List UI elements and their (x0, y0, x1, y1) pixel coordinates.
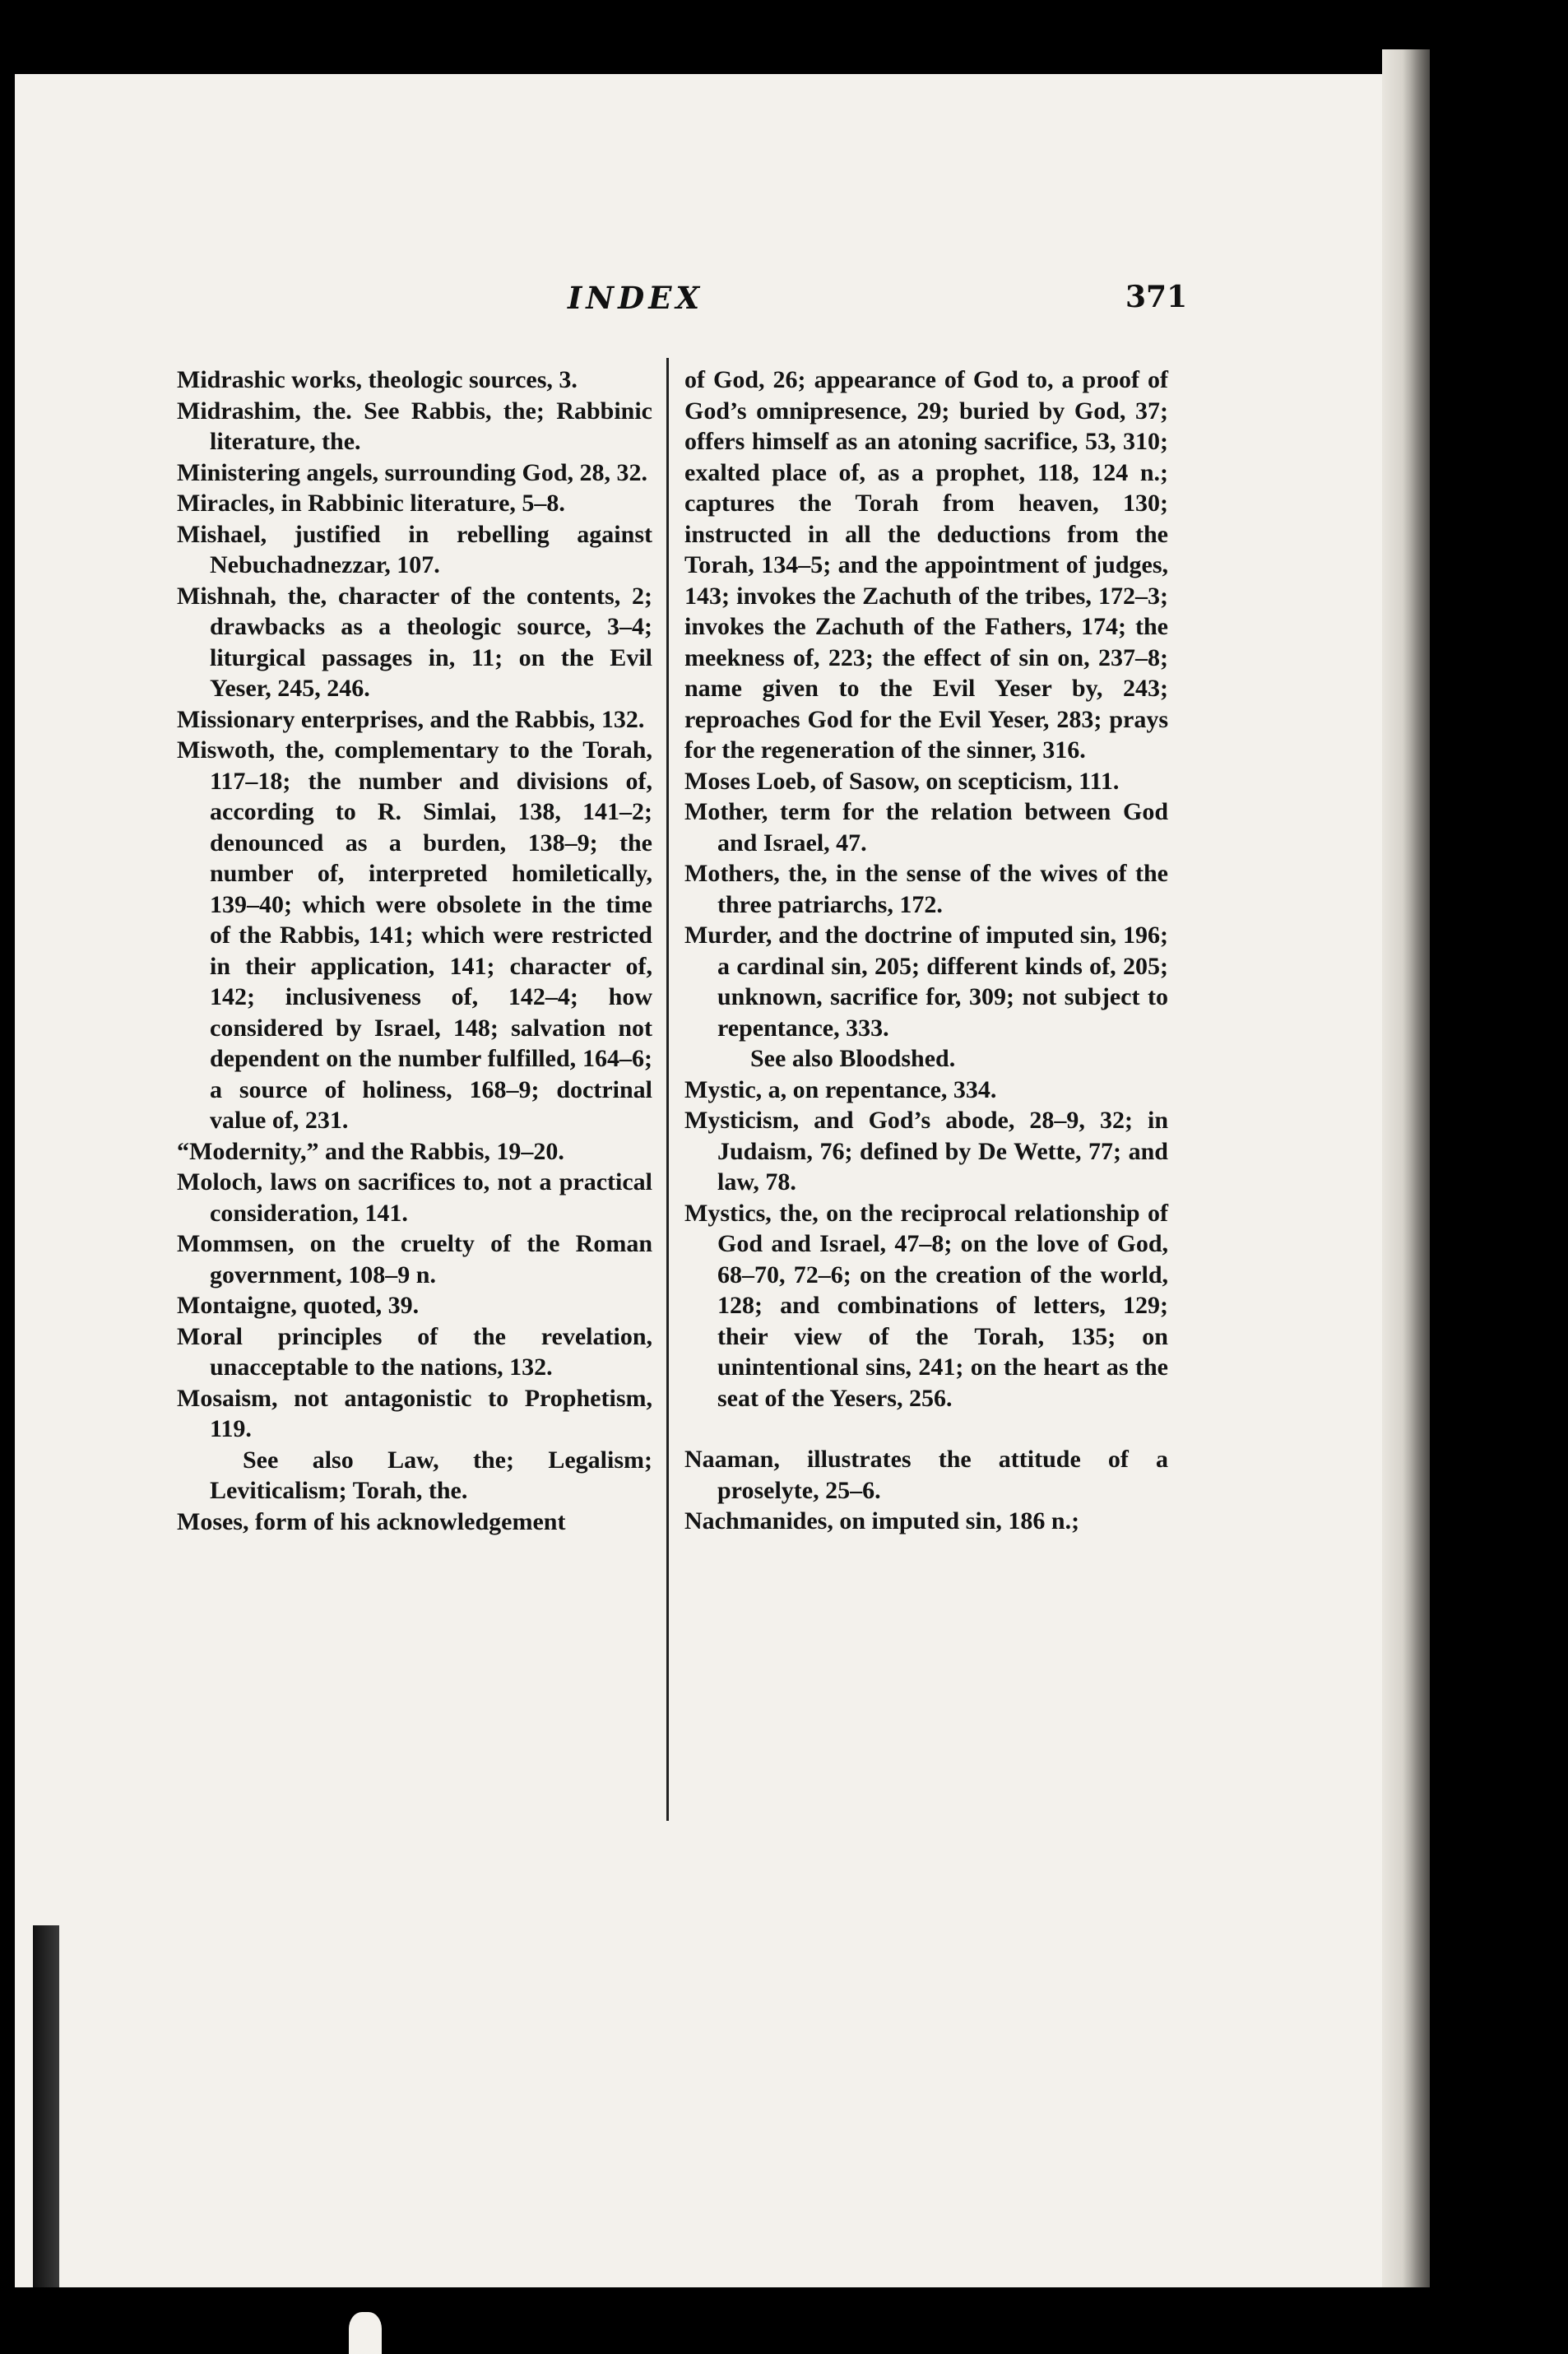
index-entry: Missionary enterprises, and the Rabbis, 132. (177, 705, 645, 733)
index-cross-reference: See also Law, the; Legalism; Leviticalism; Torah, the. (210, 1446, 652, 1504)
index-entry: Murder, and the doctrine of imputed sin, 196; a cardinal sin, 205; different kinds of, 205; unknown, sacrifice for, 309; not subject to repentance, 333. (684, 922, 1168, 1042)
index-entry: Mystic, a, on repentance, 334. (684, 1075, 997, 1103)
column-divider (666, 358, 669, 1821)
index-entry: Nachmanides, on imputed sin, 186 n.; (684, 1507, 1080, 1535)
index-entry: Miracles, in Rabbinic literature, 5–8. (177, 490, 565, 517)
index-entry: Midrashim, the. See Rabbis, the; Rabbinic literature, the. (177, 397, 652, 455)
index-entry: Midrashic works, theologic sources, 3. (177, 366, 578, 393)
index-entry: Naaman, illustrates the attitude of a proselyte, 25–6. (684, 1446, 1168, 1504)
index-entry: Moses Loeb, of Sasow, on scepticism, 111. (684, 767, 1120, 795)
scan-artifact (349, 2312, 382, 2354)
index-entry: Miswoth, the, complementary to the Torah, 117–18; the number and divisions of, according to R. Simlai, 138, 141–2; denounced as a burden, 138–9; the number of, interpreted homiletically, 139–40; which were obsolete in the time of the Rabbis, 141; which were restricted in their application, 141; character of, 142; inclusiveness of, 142–4; how considered by Israel, 148; salvation not dependent on the number fulfilled, 164–6; a source of holiness, 168–9; doctrinal value of, 231. (177, 736, 652, 1134)
index-entry-continued: of God, 26; appearance of God to, a proof of God’s omnipresence, 29; buried by God, 37; offers himself as an atoning sacrifice, 53, 310; exalted place of, as a prophet, 118, 124 n.; captures the Torah from heaven, 130; instructed in all the deductions from the Torah, 134–5; and the appointment of judges, 143; invokes the Zachuth of the tribes, 172–3; invokes the Zachuth of the Fathers, 174; the meekness of, 223; the effect of sin on, 237–8; name given to the Evil Yeser by, 243; reproaches God for the Evil Yeser, 283; prays for the regeneration of the sinner, 316. (684, 366, 1168, 764)
page-number: 371 (1125, 280, 1188, 314)
index-entry: Moses, form of his acknowledgement (177, 1507, 566, 1535)
index-cross-reference: See also Bloodshed. (750, 1045, 956, 1072)
index-entry: Mysticism, and God’s abode, 28–9, 32; in Judaism, 76; defined by De Wette, 77; and law, 78. (684, 1107, 1168, 1196)
index-entry: Mother, term for the relation between God and Israel, 47. (684, 798, 1168, 857)
index-column-left (177, 364, 652, 1537)
index-entry: Moloch, laws on sacrifices to, not a practical consideration, 141. (177, 1168, 652, 1227)
index-entry: Mommsen, on the cruelty of the Roman government, 108–9 n. (177, 1230, 652, 1288)
index-entry: Montaigne, quoted, 39. (177, 1292, 420, 1319)
index-entry: Mishael, justified in rebelling against Nebuchadnezzar, 107. (177, 520, 652, 578)
index-entry: “Modernity,” and the Rabbis, 19–20. (177, 1137, 564, 1165)
index-entry: Mothers, the, in the sense of the wives of the three patriarchs, 172. (684, 860, 1168, 918)
index-entry: Mishnah, the, character of the contents, 2; drawbacks as a theologic source, 3–4; liturgical passages in, 11; on the Evil Yeser, 245, 246. (177, 582, 652, 702)
index-entry: Moral principles of the revelation, unacceptable to the nations, 132. (177, 1322, 652, 1381)
spine-shadow (1403, 49, 1448, 2312)
index-entry: Mystics, the, on the reciprocal relationship of God and Israel, 47–8; on the love of God, 68–70, 72–6; on the creation of the world, 128; and combinations of letters, 129; their view of the Torah, 135; on unintentional sins, 241; on the heart as the seat of the Yesers, 256. (684, 1199, 1168, 1412)
index-entry: Mosaism, not antagonistic to Prophetism, 119. (177, 1384, 652, 1442)
index-entry: Ministering angels, surrounding God, 28, 32. (177, 458, 648, 486)
cover-edge (33, 1925, 59, 2287)
running-head-title: INDEX (568, 280, 704, 316)
index-column-right (684, 364, 1168, 1537)
